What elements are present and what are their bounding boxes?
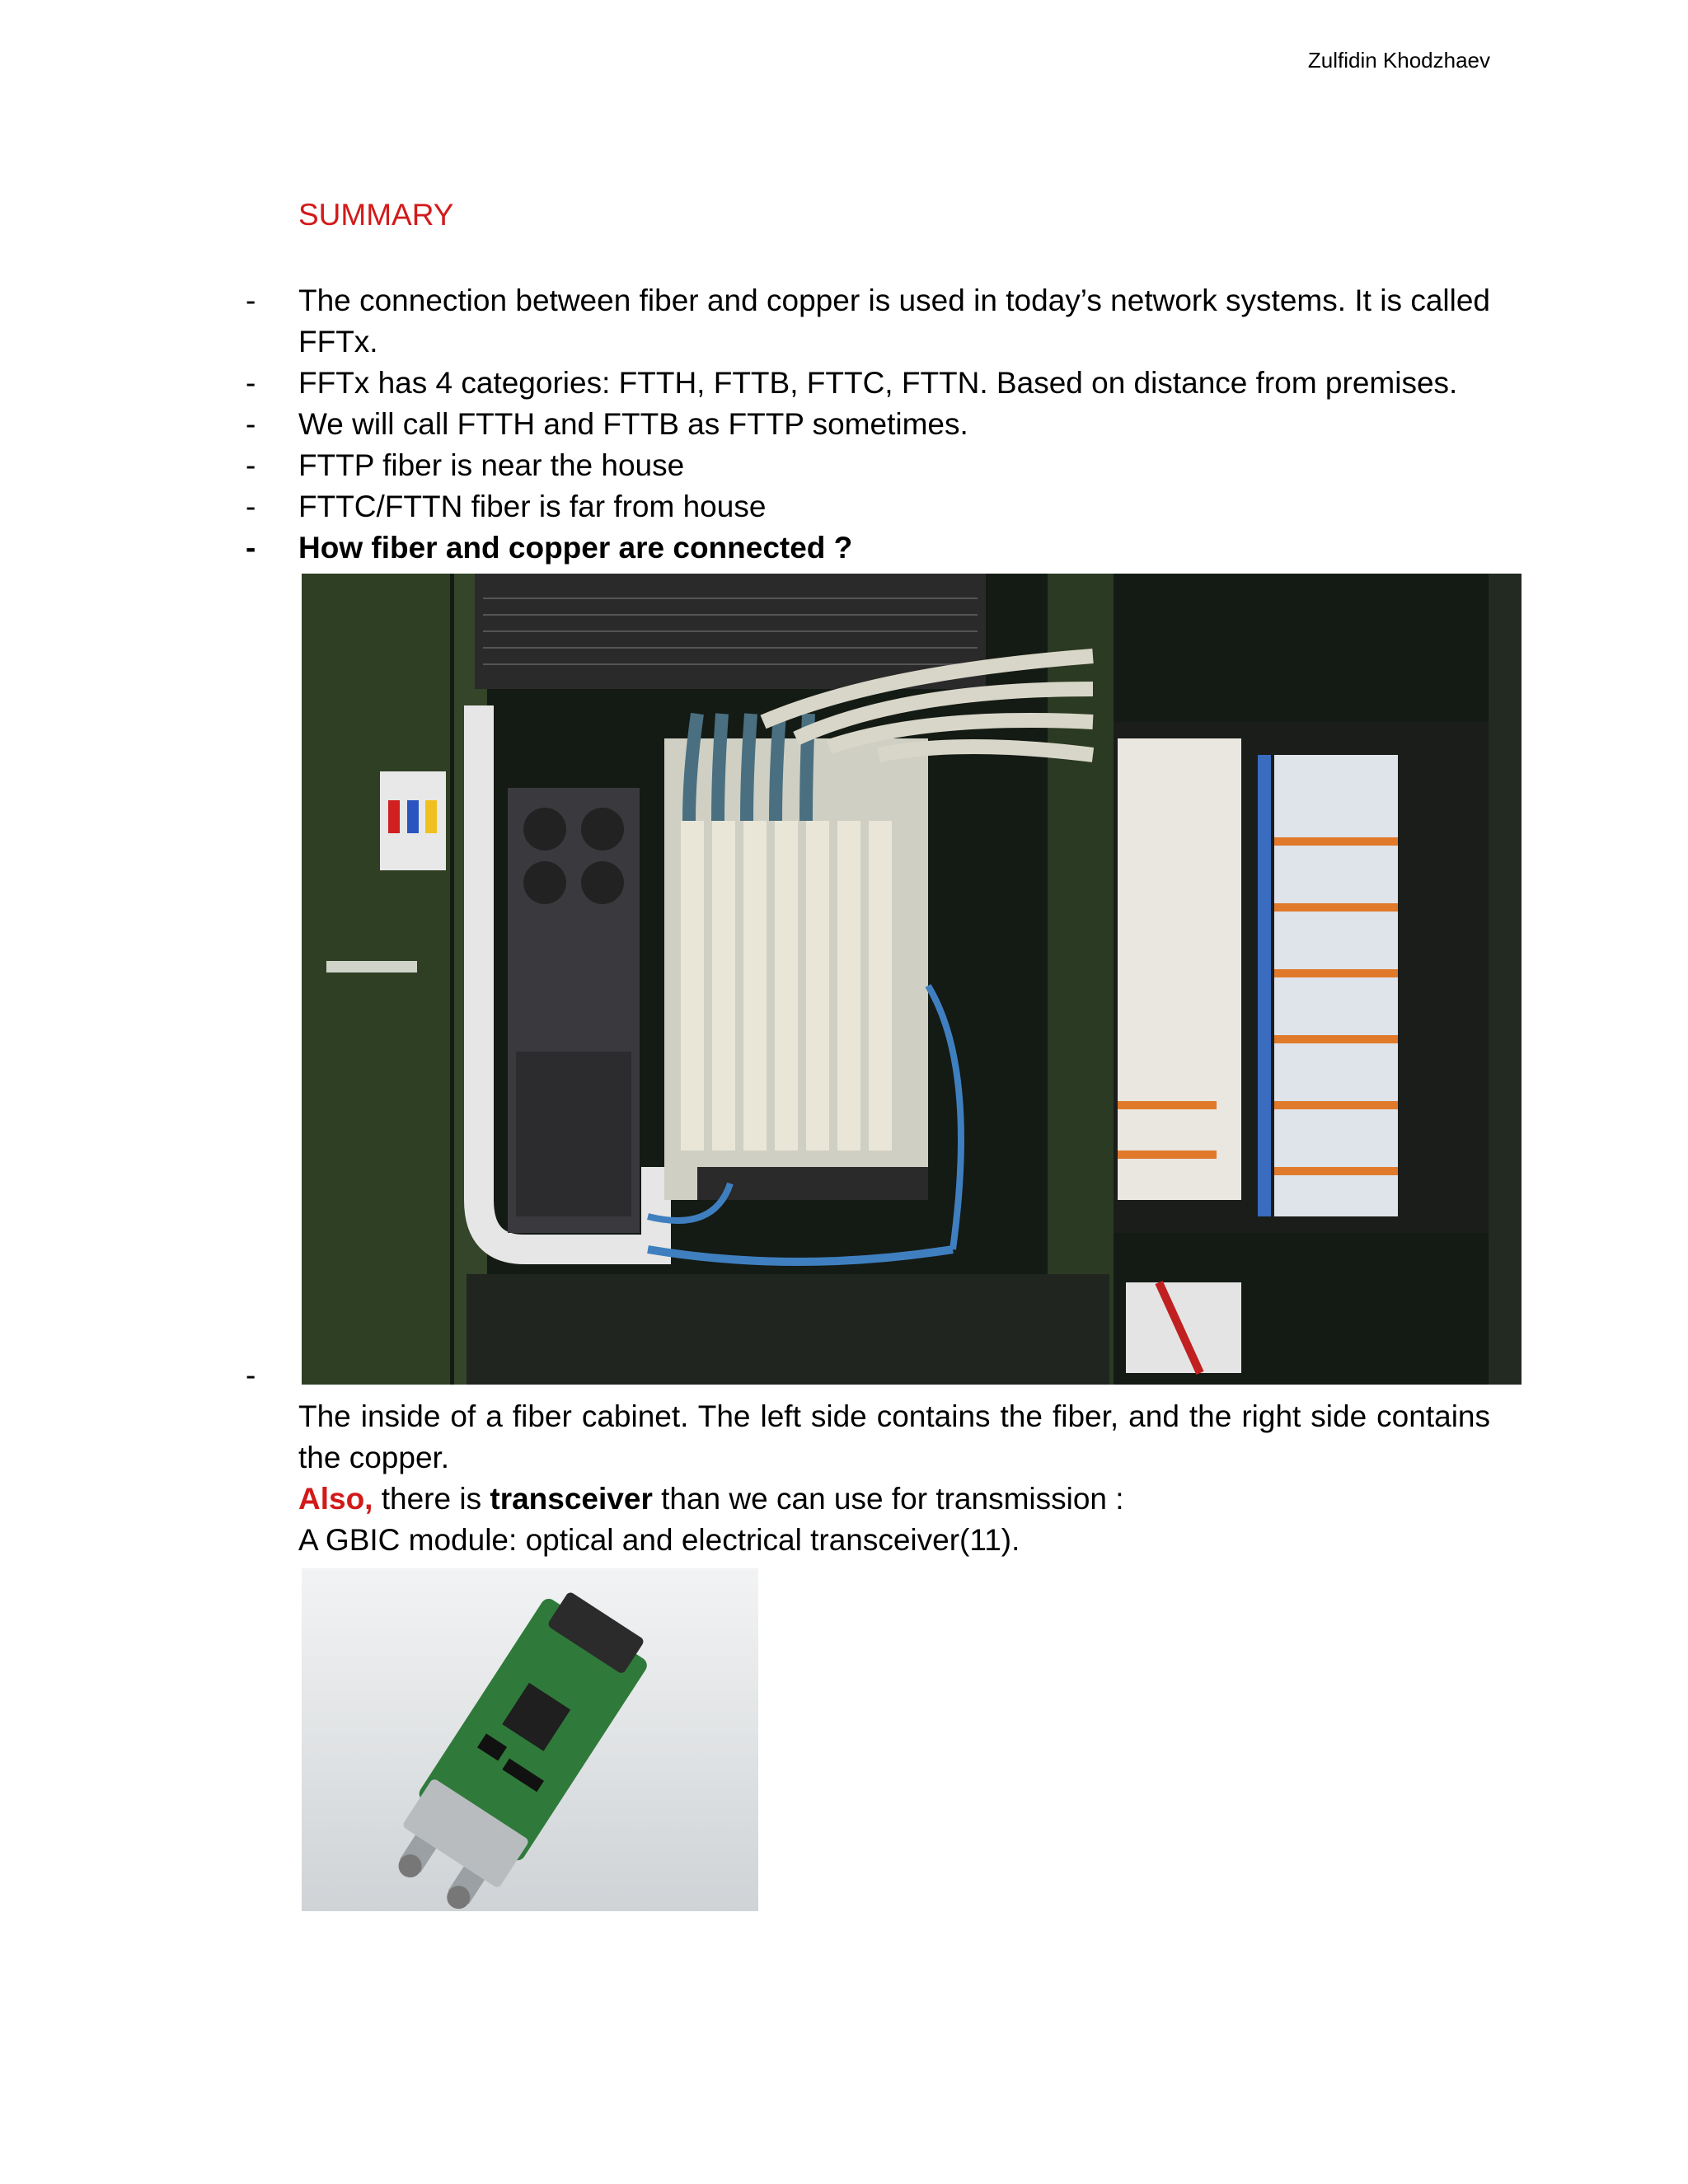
also-label: Also, bbox=[298, 1482, 373, 1516]
bullet-text: We will call FTTH and FTTB as FTTP sometimes. bbox=[298, 407, 968, 441]
bullet-dash: - bbox=[246, 366, 256, 400]
also-text: there is bbox=[373, 1482, 490, 1516]
bullet-dash: - bbox=[246, 1358, 256, 1392]
list-item bbox=[246, 445, 1490, 486]
list-item bbox=[246, 527, 1490, 569]
bullet-text: FTTP fiber is near the house bbox=[298, 448, 685, 482]
bullet-dash: - bbox=[246, 448, 256, 482]
bullet-text: The connection between fiber and copper is used in today’s network systems. It is called FFTx. bbox=[298, 284, 1490, 359]
bullet-text: FFTx has 4 categories: FTTH, FTTB, FTTC, FTTN. Based on distance from premises. bbox=[298, 366, 1458, 400]
list-item bbox=[246, 363, 1490, 404]
list-item bbox=[246, 280, 1490, 363]
caption-block bbox=[298, 1396, 1490, 1561]
bullet-text: How fiber and copper are connected ? bbox=[298, 531, 853, 565]
bullet-dash: - bbox=[246, 407, 256, 441]
cabinet-caption: The inside of a fiber cabinet. The left side contains the fiber, and the right side contains the copper. bbox=[298, 1399, 1490, 1474]
gbic-caption: A GBIC module: optical and electrical transceiver(11). bbox=[298, 1523, 1020, 1557]
fiber-cabinet-photo bbox=[302, 574, 1522, 1385]
bullet-dash: - bbox=[246, 284, 256, 317]
summary-heading: SUMMARY bbox=[298, 198, 454, 232]
also-line bbox=[298, 1479, 1490, 1520]
summary-list bbox=[246, 280, 1490, 569]
author-name: Zulfidin Khodzhaev bbox=[1307, 48, 1490, 73]
bullet-dash: - bbox=[246, 490, 256, 523]
list-item bbox=[246, 404, 1490, 445]
gbic-module-photo bbox=[302, 1568, 758, 1911]
transceiver-term: transceiver bbox=[490, 1482, 653, 1516]
also-text-end: than we can use for transmission : bbox=[652, 1482, 1124, 1516]
bullet-dash: - bbox=[246, 531, 256, 565]
list-item bbox=[246, 486, 1490, 527]
bullet-text: FTTC/FTTN fiber is far from house bbox=[298, 490, 767, 523]
